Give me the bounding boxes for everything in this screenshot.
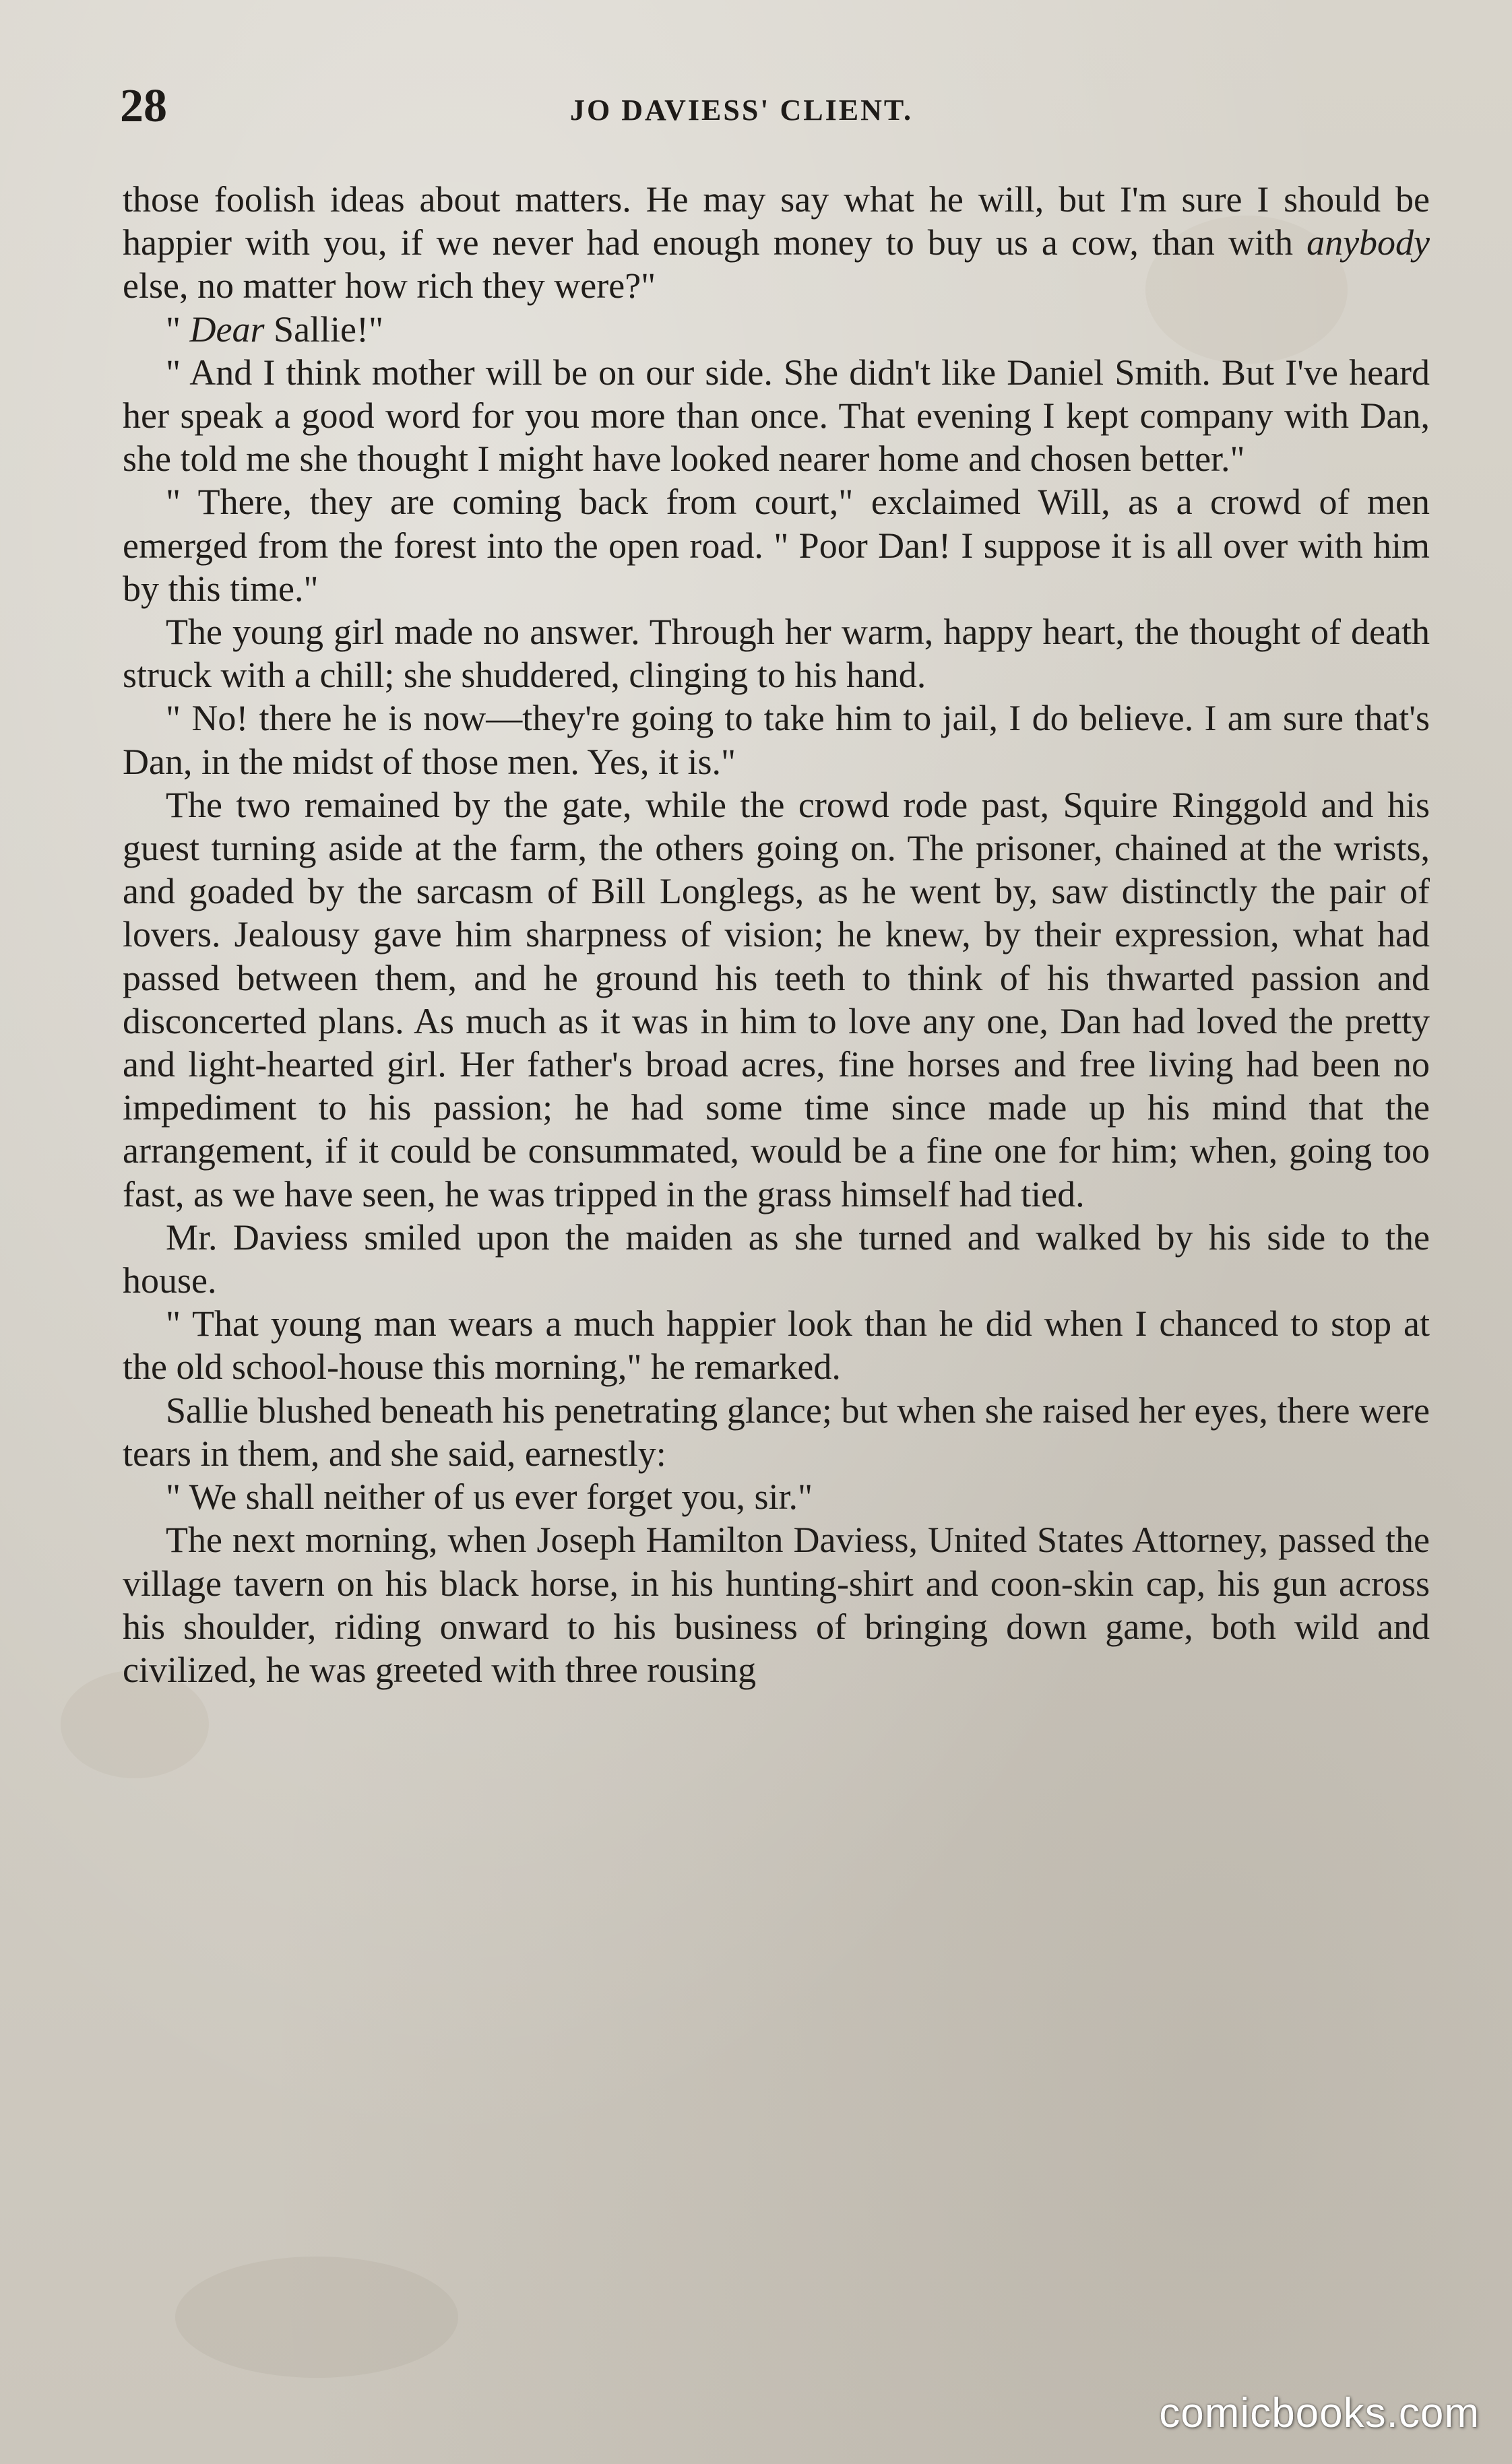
paragraph xyxy=(123,1302,1430,1388)
paragraph xyxy=(123,308,1430,351)
text-segment: The two remained by the gate, while the crowd rode past, Squire Ringgold and his guest turning aside at the farm, the others going on. The prisoner, chained at the wrists, and goaded by the sarcasm of Bill Longlegs, as he went by, saw distinctly the pair of lovers. Jealousy gave him sharpness of vision; he knew, by their expression, what had passed between them, and he ground his teeth to think of his thwarted passion and disconcerted plans. As much as it was in him to love any one, Dan had loved the pretty and light-hearted girl. Her father's broad acres, fine horses and free living had been no impediment to his passion; he had some time since made up his mind that the arrangement, if it could be consummated, would be a fine one for him; when, going too fast, as we have seen, he was tripped in the grass himself had tied. xyxy=(123,784,1430,1214)
paragraph xyxy=(123,696,1430,783)
paragraph xyxy=(123,480,1430,610)
running-title: JO DAVIESS' CLIENT. xyxy=(570,94,913,127)
page-number: 28 xyxy=(120,80,167,132)
italic-text: anybody xyxy=(1306,222,1430,263)
page-header xyxy=(120,79,1427,140)
paragraph xyxy=(123,783,1430,1216)
text-segment: " And I think mother will be on our side. She didn't like Daniel Smith. But I've heard her speak a good word for you more than once. That evening I kept company with Dan, she told me she thought I might have looked nearer home and chosen better." xyxy=(123,352,1430,480)
text-segment: The next morning, when Joseph Hamilton Daviess, United States Attorney, passed the village tavern on his black horse, in his hunting-shirt and coon-skin cap, his gun across his shoulder, riding onward to his business of bringing down game, both wild and civilized, he was greeted with three rousing xyxy=(123,1520,1430,1690)
italic-text: Dear xyxy=(189,309,265,350)
paragraph xyxy=(123,1518,1430,1691)
text-segment: Sallie blushed beneath his penetrating glance; but when she raised her eyes, there were tears in them, and she said, earnestly: xyxy=(123,1390,1430,1474)
text-segment: Sallie!" xyxy=(264,309,384,350)
text-segment: The young girl made no answer. Through her warm, happy heart, the thought of death struck with a chill; she shuddered, clinging to his hand. xyxy=(123,612,1430,696)
body-text xyxy=(123,178,1430,1691)
watermark: comicbooks.com xyxy=(1159,2390,1480,2436)
paragraph xyxy=(123,1475,1430,1518)
paragraph xyxy=(123,351,1430,481)
text-segment: " There, they are coming back from court," exclaimed Will, as a crowd of men emerged from the forest into the open road. " Poor Dan! I suppose it is all over with him by this time." xyxy=(123,482,1430,609)
text-segment: " We shall neither of us ever forget you, sir." xyxy=(166,1477,813,1518)
paper-stain xyxy=(175,2257,458,2378)
paragraph xyxy=(123,610,1430,696)
paragraph xyxy=(123,178,1430,308)
text-segment: " That young man wears a much happier look than he did when I chanced to stop at the old school-house this morning," he remarked. xyxy=(123,1303,1430,1388)
text-segment: else, no matter how rich they were?" xyxy=(123,265,656,306)
text-segment: " No! there he is now—they're going to take him to jail, I do believe. I am sure that's Dan, in the midst of those men. Yes, it is." xyxy=(123,698,1430,782)
text-segment: " xyxy=(166,309,190,350)
text-segment: Mr. Daviess smiled upon the maiden as she turned and walked by his side to the house. xyxy=(123,1217,1430,1301)
paragraph xyxy=(123,1216,1430,1302)
paragraph xyxy=(123,1389,1430,1475)
text-segment: those foolish ideas about matters. He may say what he will, but I'm sure I should be happier with you, if we never had enough money to buy us a cow, than with xyxy=(123,179,1430,263)
